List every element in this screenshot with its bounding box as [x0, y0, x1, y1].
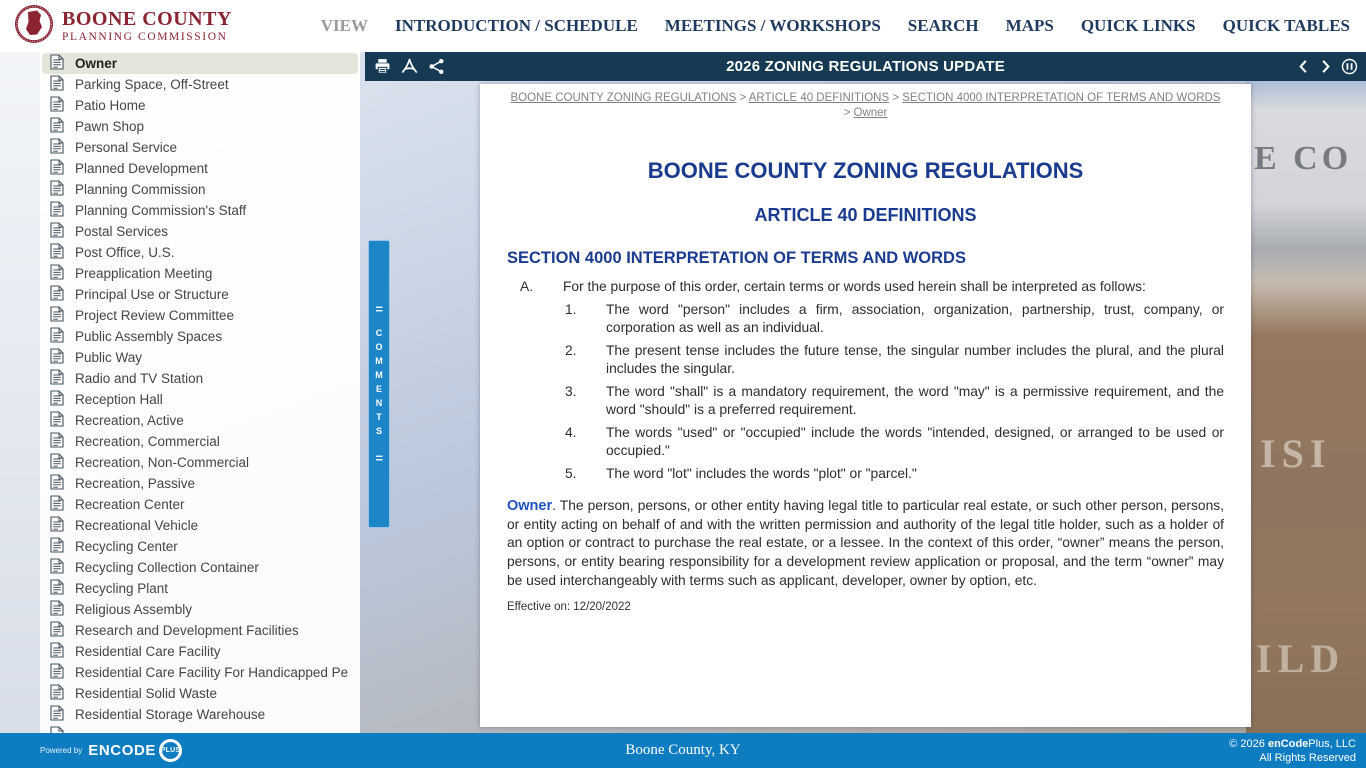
document-icon	[50, 180, 64, 199]
sidebar-item-label: Post Office, U.S.	[75, 245, 175, 260]
sidebar-item[interactable]	[42, 704, 358, 725]
sidebar-item-label: Planning Commission's Staff	[75, 203, 247, 218]
document-icon	[50, 558, 64, 577]
sidebar-item[interactable]	[42, 326, 358, 347]
building-signage-middle: ISI	[1260, 431, 1332, 476]
nav-item[interactable]: SEARCH	[907, 16, 979, 35]
document-icon	[50, 474, 64, 493]
sidebar-item[interactable]	[42, 242, 358, 263]
breadcrumb-separator: >	[736, 92, 749, 104]
powered-by-label: Powered by	[40, 746, 83, 755]
numbered-item-marker: 4.	[565, 424, 577, 440]
breadcrumb-link[interactable]: SECTION 4000 INTERPRETATION OF TERMS AND WORDS	[902, 92, 1221, 104]
share-icon[interactable]	[427, 58, 445, 76]
document-icon	[50, 306, 64, 325]
sidebar-item-label: Reception Hall	[75, 392, 163, 407]
encodeplus-logo[interactable]	[40, 739, 182, 762]
sidebar-item[interactable]	[42, 200, 358, 221]
sidebar-item-label: Recycling Collection Container	[75, 560, 259, 575]
sidebar-item-label: Recreational Vehicle	[75, 518, 199, 533]
comments-tab[interactable]	[368, 240, 390, 528]
numbered-list	[507, 301, 1224, 484]
comments-tab-label: COMMENTS	[374, 328, 384, 440]
clause-a-marker: A.	[520, 279, 534, 294]
sidebar-item-label: Recreation, Commercial	[75, 434, 220, 449]
sidebar-item-label: Owner	[75, 56, 118, 71]
county-seal-icon	[14, 4, 54, 49]
sidebar-item-label: Personal Service	[75, 140, 178, 155]
nav-item[interactable]: QUICK TABLES	[1222, 16, 1350, 35]
document-icon	[50, 159, 64, 178]
nav-item[interactable]: VIEW	[320, 16, 369, 35]
next-icon[interactable]	[1317, 58, 1335, 76]
toolbar-left-icons	[373, 58, 445, 76]
clause-a	[520, 278, 1224, 297]
breadcrumb-link[interactable]: Owner	[853, 107, 888, 119]
sidebar-item[interactable]	[42, 389, 358, 410]
numbered-item-marker: 1.	[565, 301, 577, 317]
sidebar-item[interactable]	[42, 137, 358, 158]
pdf-icon[interactable]	[400, 58, 418, 76]
document-icon	[50, 201, 64, 220]
document-icon	[50, 495, 64, 514]
site-footer	[0, 733, 1366, 768]
nav-item[interactable]: QUICK LINKS	[1080, 16, 1196, 35]
sidebar-item[interactable]	[42, 95, 358, 116]
sidebar-item[interactable]	[42, 641, 358, 662]
sidebar-item-partial	[42, 725, 358, 733]
numbered-item	[565, 342, 1224, 379]
footer-location: Boone County, KY	[625, 742, 741, 758]
sidebar-item[interactable]	[42, 557, 358, 578]
section-heading: SECTION 4000 INTERPRETATION OF TERMS AND WORDS	[507, 249, 966, 267]
numbered-item-text: The word "shall" is a mandatory requirement, the word "may" is a permissive requirement, and the word "should" is a preferred requirement.	[606, 383, 1224, 417]
sidebar-item-label: Recreation, Non-Commercial	[75, 455, 250, 470]
copyright-line: © 2026 enCodePlus, LLC	[1229, 737, 1356, 750]
term-definition-text: The person, persons, or other entity having legal title to particular real estate, or such other person, persons, or entity acting on behalf of and with the written permission and authority of the legal title holder, such as a holder of an option or contract to purchase the real estate, or a lessee. In the context of this order, “owner” means the person, persons, or entity bearing responsibility for a development review application or proposal, and the term “owner” may be used interchangeably with terms such as applicant, developer, owner by option, etc.	[507, 498, 1225, 588]
sidebar-item-label: Recreation Center	[75, 497, 185, 512]
sidebar-item[interactable]	[42, 53, 358, 74]
print-icon[interactable]	[373, 58, 391, 76]
nav-item[interactable]: INTRODUCTION / SCHEDULE	[395, 16, 638, 35]
article-heading: ARTICLE 40 DEFINITIONS	[754, 205, 977, 225]
sidebar-item[interactable]	[42, 158, 358, 179]
sidebar-item[interactable]	[42, 263, 358, 284]
main-nav	[321, 16, 1350, 36]
document-icon	[50, 516, 64, 535]
rights-line: All Rights Reserved	[1259, 751, 1356, 764]
sidebar-item[interactable]	[42, 452, 358, 473]
numbered-item-marker: 3.	[565, 383, 577, 399]
main-content	[365, 52, 1366, 733]
breadcrumb-separator: >	[843, 107, 854, 119]
document-icon	[50, 600, 64, 619]
sidebar-item-label: Residential Care Facility	[75, 644, 221, 659]
plus-badge: PLUS	[159, 739, 182, 762]
document-icon	[50, 348, 64, 367]
sidebar-item[interactable]	[42, 536, 358, 557]
sidebar-item-label: Recycling Center	[75, 539, 178, 554]
sidebar-item[interactable]	[42, 410, 358, 431]
numbered-item-text: The word "person" includes a firm, association, organization, partnership, trust, company, or corporation as well as an individual.	[606, 301, 1224, 335]
sidebar-item-label: Patio Home	[75, 98, 146, 113]
breadcrumb-link[interactable]: ARTICLE 40 DEFINITIONS	[748, 92, 890, 104]
sidebar-item-label: Principal Use or Structure	[75, 287, 229, 302]
sidebar-item-label: Residential Care Facility For Handicapped Pe	[75, 665, 349, 680]
sidebar-item[interactable]	[42, 494, 358, 515]
document-icon	[50, 411, 64, 430]
effective-date: Effective on: 12/20/2022	[507, 600, 631, 613]
document-icon	[50, 537, 64, 556]
sidebar-item[interactable]	[42, 578, 358, 599]
building-signage-bottom: ILD	[1256, 636, 1346, 681]
numbered-item	[565, 383, 1224, 420]
comments-tab-bars-bottom: II	[374, 454, 385, 463]
document-page	[480, 84, 1251, 727]
document-area	[365, 81, 1366, 733]
sidebar-item-label: Public Way	[75, 350, 143, 365]
sidebar-item-label: Radio and TV Station	[75, 371, 204, 386]
breadcrumb-segment	[511, 92, 749, 104]
breadcrumb-link[interactable]: BOONE COUNTY ZONING REGULATIONS	[510, 92, 737, 104]
sidebar-item[interactable]	[42, 116, 358, 137]
logo-title: BOONE COUNTY	[62, 7, 232, 30]
sidebar-item[interactable]	[42, 515, 358, 536]
building-signage-top: E CO	[1254, 140, 1353, 177]
sidebar-item[interactable]	[42, 221, 358, 242]
nav-item[interactable]: MEETINGS / WORKSHOPS	[664, 16, 881, 35]
page-title: BOONE COUNTY ZONING REGULATIONS	[647, 158, 1084, 183]
term-name: Owner	[507, 498, 553, 514]
breadcrumb	[507, 91, 1224, 121]
term-separator: .	[552, 498, 560, 513]
document-icon	[50, 243, 64, 262]
logo-subtitle: PLANNING COMMISSION	[62, 30, 228, 43]
document-icon	[50, 264, 64, 283]
document-icon	[50, 642, 64, 661]
document-icon	[50, 621, 64, 640]
content-title: 2026 ZONING REGULATIONS UPDATE	[726, 58, 1005, 75]
sidebar-item[interactable]	[42, 347, 358, 368]
document-icon	[50, 138, 64, 157]
numbered-item-text: The words "used" or "occupied" include the words "intended, designed, or arranged to be used or occupied."	[606, 424, 1224, 458]
sidebar-item-label: Recreation, Active	[75, 413, 184, 428]
numbered-item-text: The word "lot" includes the words "plot" or "parcel."	[606, 465, 917, 481]
numbered-item	[565, 465, 1224, 484]
sidebar-item-label: Residential Solid Waste	[75, 686, 218, 701]
sidebar-item[interactable]	[42, 473, 358, 494]
sidebar-item-label: Planned Development	[75, 161, 208, 176]
site-header	[0, 0, 1366, 52]
numbered-item	[565, 301, 1224, 338]
sidebar-item-label: Recreation, Passive	[75, 476, 196, 491]
breadcrumb-separator: >	[889, 92, 903, 104]
breadcrumb-segment	[854, 107, 888, 119]
document-icon	[50, 705, 64, 724]
sidebar-item-label: Research and Development Facilities	[75, 623, 299, 638]
document-icon	[50, 684, 64, 703]
sidebar-item[interactable]	[42, 662, 358, 683]
document-icon	[50, 117, 64, 136]
sidebar-item[interactable]	[42, 179, 358, 200]
sidebar-item-label: Preapplication Meeting	[75, 266, 213, 281]
document-icon	[50, 663, 64, 682]
document-icon	[50, 369, 64, 388]
sidebar-item[interactable]	[42, 620, 358, 641]
sidebar-item[interactable]	[42, 284, 358, 305]
content-toolbar	[365, 52, 1366, 81]
document-icon	[50, 327, 64, 346]
numbered-item-marker: 2.	[565, 342, 577, 358]
document-icon	[50, 432, 64, 451]
document-icon	[50, 726, 64, 733]
sidebar-item[interactable]	[42, 305, 358, 326]
sidebar-item-label: Religious Assembly	[75, 602, 193, 617]
sidebar-item-label: Postal Services	[75, 224, 169, 239]
sidebar-item-label: Parking Space, Off-Street	[75, 77, 229, 92]
document-icon	[50, 222, 64, 241]
breadcrumb-segment	[749, 92, 903, 104]
sidebar-item[interactable]	[42, 599, 358, 620]
logo[interactable]	[14, 4, 232, 49]
term-definition-paragraph	[507, 497, 1224, 591]
sidebar-item-label: Public Assembly Spaces	[75, 329, 223, 344]
sidebar-item-label: Project Review Committee	[75, 308, 235, 323]
left-margin-strip	[0, 52, 40, 733]
document-icon	[50, 453, 64, 472]
toolbar-right-icons	[1294, 58, 1358, 76]
clause-a-text: For the purpose of this order, certain terms or words used herein shall be interpreted as follows:	[563, 279, 1146, 294]
sidebar-item[interactable]	[42, 683, 358, 704]
footer-copyright	[1229, 737, 1356, 765]
sidebar-item-label: Residential Storage Warehouse	[75, 707, 266, 722]
encode-logo-text: ENCODE	[88, 742, 157, 759]
numbered-item-marker: 5.	[565, 465, 577, 481]
sidebar-item[interactable]	[42, 431, 358, 452]
document-icon	[50, 390, 64, 409]
comments-tab-bars-top: II	[374, 305, 385, 314]
sidebar-item-label: Pawn Shop	[75, 119, 145, 134]
document-icon	[50, 75, 64, 94]
document-icon	[50, 96, 64, 115]
sidebar-item-label: Recycling Plant	[75, 581, 169, 596]
page-body	[0, 52, 1366, 733]
numbered-item	[565, 424, 1224, 461]
sidebar-item-label: Planning Commission	[75, 182, 206, 197]
sidebar-item[interactable]	[42, 368, 358, 389]
document-icon	[50, 54, 64, 73]
nav-item[interactable]: MAPS	[1005, 16, 1054, 35]
document-icon	[50, 285, 64, 304]
numbered-item-text: The present tense includes the future tense, the singular number includes the plural, and the plural includes the singular.	[606, 342, 1224, 376]
document-icon	[50, 579, 64, 598]
previous-icon[interactable]	[1294, 58, 1312, 76]
definitions-sidebar	[40, 52, 360, 733]
sidebar-item[interactable]	[42, 74, 358, 95]
sidebar-list	[40, 53, 360, 725]
layout-toggle-icon[interactable]	[1340, 58, 1358, 76]
